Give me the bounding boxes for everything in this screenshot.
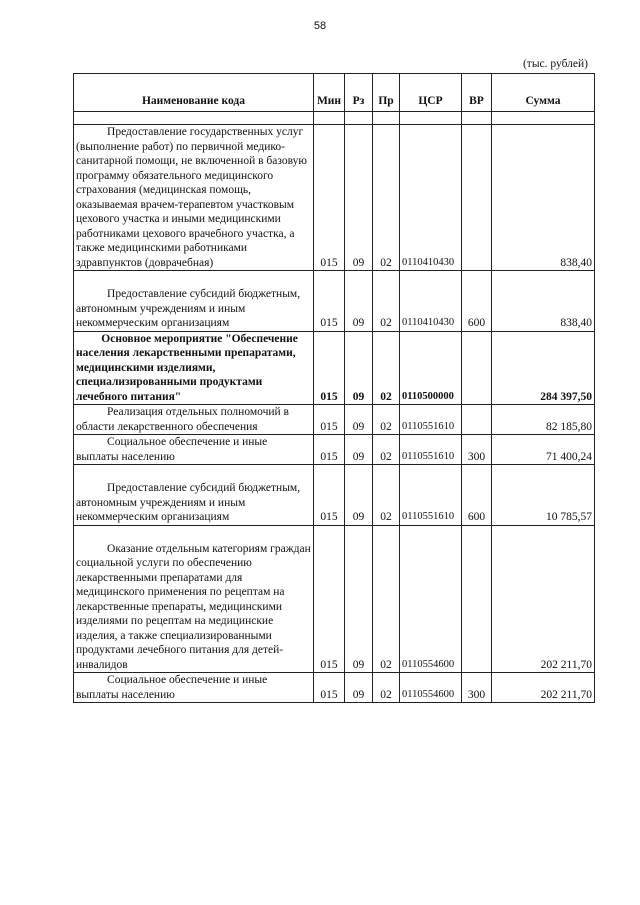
row-sum: 838,40 xyxy=(492,271,595,332)
row-sum: 202 211,70 xyxy=(492,673,595,703)
table-header-row xyxy=(74,74,595,112)
row-csr: 0110551610 xyxy=(400,405,462,435)
row-csr: 0110554600 xyxy=(400,525,462,673)
row-vr xyxy=(462,331,492,405)
row-rz: 09 xyxy=(345,673,373,703)
row-vr: 300 xyxy=(462,435,492,465)
table-row xyxy=(74,435,595,465)
row-sum: 284 397,50 xyxy=(492,331,595,405)
table-row xyxy=(74,331,595,405)
header-vr: ВР xyxy=(462,74,492,112)
row-rz: 09 xyxy=(345,125,373,271)
row-sum: 82 185,80 xyxy=(492,405,595,435)
table-row xyxy=(74,405,595,435)
row-sum: 10 785,57 xyxy=(492,465,595,526)
row-name: Социальное обеспечение и иные выплаты населению xyxy=(76,674,268,701)
row-pr: 02 xyxy=(373,331,400,405)
row-rz: 09 xyxy=(345,465,373,526)
row-min: 015 xyxy=(314,405,345,435)
row-pr: 02 xyxy=(373,271,400,332)
units-label: (тыс. рублей) xyxy=(522,58,588,70)
row-pr: 02 xyxy=(373,435,400,465)
row-name: Оказание отдельным категориям граждан социальной услуги по обеспечению лекарственными препаратами для медицинского применения по рецептам на лекарственные препараты, медицинскими изделиями по рецептам на медицинские изделия, а также специализированными продуктами лечебного питания для детей-инвалидов xyxy=(76,542,311,671)
row-name: Предоставление субсидий бюджетным, автономным учреждениям и иным некоммерческим организациям xyxy=(76,482,301,523)
table-row xyxy=(74,125,595,271)
row-sum: 838,40 xyxy=(492,125,595,271)
row-name: Реализация отдельных полномочий в области лекарственного обеспечения xyxy=(76,406,289,433)
row-rz: 09 xyxy=(345,525,373,673)
table-row xyxy=(74,673,595,703)
row-pr: 02 xyxy=(373,525,400,673)
table-row xyxy=(74,465,595,526)
row-min: 015 xyxy=(314,673,345,703)
row-vr xyxy=(462,525,492,673)
row-csr: 0110410430 xyxy=(400,271,462,332)
row-name: Социальное обеспечение и иные выплаты населению xyxy=(76,436,268,463)
row-min: 015 xyxy=(314,271,345,332)
row-pr: 02 xyxy=(373,673,400,703)
header-name: Наименование кода xyxy=(74,74,314,112)
row-min: 015 xyxy=(314,525,345,673)
spacer-row xyxy=(74,112,595,125)
header-sum: Сумма xyxy=(492,74,595,112)
row-vr xyxy=(462,125,492,271)
row-min: 015 xyxy=(314,465,345,526)
row-csr: 0110500000 xyxy=(400,331,462,405)
table-row xyxy=(74,525,595,673)
row-sum: 71 400,24 xyxy=(492,435,595,465)
row-vr xyxy=(462,405,492,435)
row-vr: 600 xyxy=(462,271,492,332)
row-sum: 202 211,70 xyxy=(492,525,595,673)
row-rz: 09 xyxy=(345,331,373,405)
row-min: 015 xyxy=(314,331,345,405)
row-name: Предоставление государственных услуг (выполнение работ) по первичной медико-санитарной помощи, не включенной в базовую программу обязательного медицинского страхования (медицинская помощь, оказываемая врачем-терапевтом участковым цехового участка и иными медицинскими работниками цехового врачебного участка, а также медицинскими работниками здравпунктов (доврачебная) xyxy=(76,126,307,269)
header-min: Мин xyxy=(314,74,345,112)
row-min: 015 xyxy=(314,435,345,465)
row-name: Основное мероприятие "Обеспечение населения лекарственными препаратами, медицинскими изделиями, специализированными продуктами лечебного питания" xyxy=(76,332,298,403)
row-pr: 02 xyxy=(373,405,400,435)
header-csr: ЦСР xyxy=(400,74,462,112)
row-rz: 09 xyxy=(345,271,373,332)
row-csr: 0110554600 xyxy=(400,673,462,703)
page-number: 58 xyxy=(313,20,327,32)
row-csr: 0110551610 xyxy=(400,465,462,526)
header-rz: Рз xyxy=(345,74,373,112)
row-csr: 0110551610 xyxy=(400,435,462,465)
header-pr: Пр xyxy=(373,74,400,112)
row-pr: 02 xyxy=(373,465,400,526)
row-rz: 09 xyxy=(345,435,373,465)
row-csr: 0110410430 xyxy=(400,125,462,271)
budget-table xyxy=(73,73,595,703)
row-min: 015 xyxy=(314,125,345,271)
row-pr: 02 xyxy=(373,125,400,271)
row-vr: 300 xyxy=(462,673,492,703)
row-vr: 600 xyxy=(462,465,492,526)
row-name: Предоставление субсидий бюджетным, автономным учреждениям и иным некоммерческим организациям xyxy=(76,288,301,329)
row-rz: 09 xyxy=(345,405,373,435)
table-row xyxy=(74,271,595,332)
